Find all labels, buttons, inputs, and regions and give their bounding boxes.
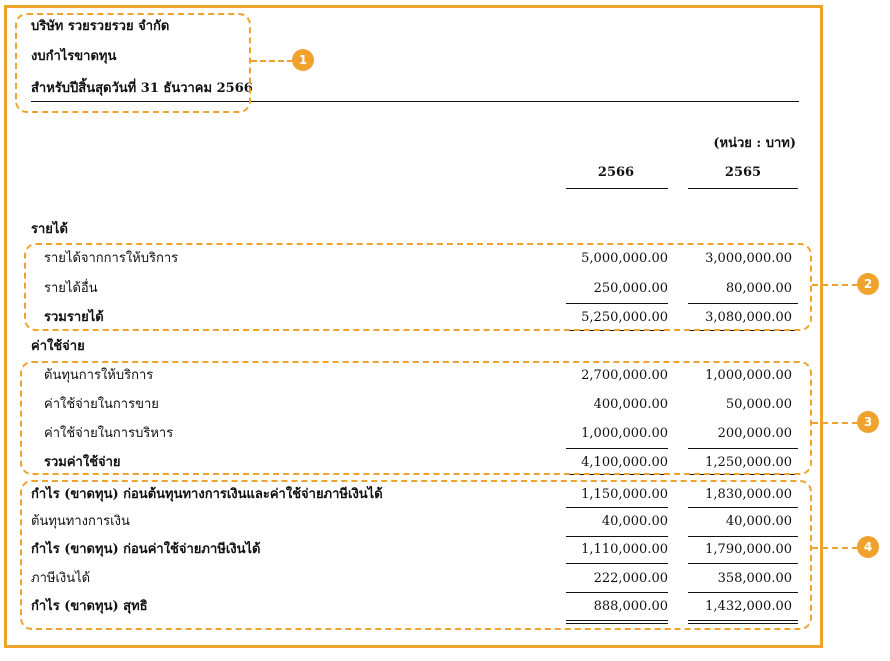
net-result-2565: 1,432,000.00 — [705, 599, 792, 614]
result-label: ภาษีเงินได้ — [31, 571, 91, 586]
result-label: กำไร (ขาดทุน) ก่อนต้นทุนทางการเงินและค่าใช้จ่ายภาษีเงินได้ — [31, 487, 383, 502]
result-label: ต้นทุนทางการเงิน — [31, 514, 130, 529]
callout-leader — [812, 422, 858, 424]
expenses-total-label: รวมค่าใช้จ่าย — [44, 455, 121, 470]
callout-box-header — [15, 13, 251, 113]
expenses-total-2566: 4,100,000.00 — [581, 455, 668, 470]
result-2566: 222,000.00 — [593, 571, 668, 586]
statement-period: สำหรับปีสิ้นสุดวันที่ 31 ธันวาคม 2566 — [31, 81, 253, 96]
statement-title: งบกำไรขาดทุน — [31, 49, 117, 64]
column-header-2566: 2566 — [597, 165, 635, 180]
expense-item-2565: 50,000.00 — [725, 397, 792, 412]
unit-label: (หน่วย : บาท) — [713, 136, 796, 151]
result-2565: 1,830,000.00 — [705, 487, 792, 502]
expense-item-label: ต้นทุนการให้บริการ — [44, 368, 154, 383]
revenue-total-2565: 3,080,000.00 — [705, 310, 792, 325]
column-rule-2566 — [566, 188, 668, 189]
callout-badge-2: 2 — [857, 273, 879, 295]
expense-item-label: ค่าใช้จ่ายในการบริหาร — [44, 426, 174, 441]
result-2566: 1,150,000.00 — [581, 487, 668, 502]
callout-leader — [251, 60, 293, 62]
net-result-2566: 888,000.00 — [593, 599, 668, 614]
revenue-item-label: รายได้จากการให้บริการ — [44, 251, 179, 266]
net-result-label: กำไร (ขาดทุน) สุทธิ — [31, 599, 148, 614]
revenue-heading: รายได้ — [31, 222, 68, 237]
company-name: บริษัท รวยรวยรวย จำกัด — [31, 19, 170, 34]
column-header-2565: 2565 — [724, 165, 762, 180]
revenue-total-label: รวมรายได้ — [44, 310, 104, 325]
column-rule-2565 — [688, 188, 798, 189]
expenses-heading: ค่าใช้จ่าย — [31, 339, 85, 354]
expense-item-2566: 400,000.00 — [593, 397, 668, 412]
expense-item-2565: 1,000,000.00 — [705, 368, 792, 383]
callout-box-expenses — [20, 361, 812, 475]
expense-item-2565: 200,000.00 — [717, 426, 792, 441]
expense-item-2566: 1,000,000.00 — [581, 426, 668, 441]
revenue-item-label: รายได้อื่น — [44, 281, 98, 296]
result-label: กำไร (ขาดทุน) ก่อนค่าใช้จ่ายภาษีเงินได้ — [31, 542, 261, 557]
callout-badge-4: 4 — [857, 536, 879, 558]
result-2566: 40,000.00 — [601, 514, 668, 529]
result-2565: 1,790,000.00 — [705, 542, 792, 557]
result-2565: 358,000.00 — [717, 571, 792, 586]
callout-box-revenue — [24, 243, 812, 331]
expenses-total-2565: 1,250,000.00 — [705, 455, 792, 470]
result-2566: 1,110,000.00 — [581, 542, 668, 557]
callout-badge-3: 3 — [857, 411, 879, 433]
result-2565: 40,000.00 — [725, 514, 792, 529]
revenue-item-2566: 5,000,000.00 — [581, 251, 668, 266]
revenue-item-2565: 3,000,000.00 — [705, 251, 792, 266]
callout-badge-1: 1 — [292, 49, 314, 71]
callout-leader — [812, 547, 858, 549]
revenue-item-2566: 250,000.00 — [593, 281, 668, 296]
expense-item-2566: 2,700,000.00 — [581, 368, 668, 383]
revenue-total-2566: 5,250,000.00 — [581, 310, 668, 325]
revenue-item-2565: 80,000.00 — [725, 281, 792, 296]
callout-box-results — [20, 480, 812, 630]
expense-item-label: ค่าใช้จ่ายในการขาย — [44, 397, 159, 412]
callout-leader — [812, 284, 858, 286]
